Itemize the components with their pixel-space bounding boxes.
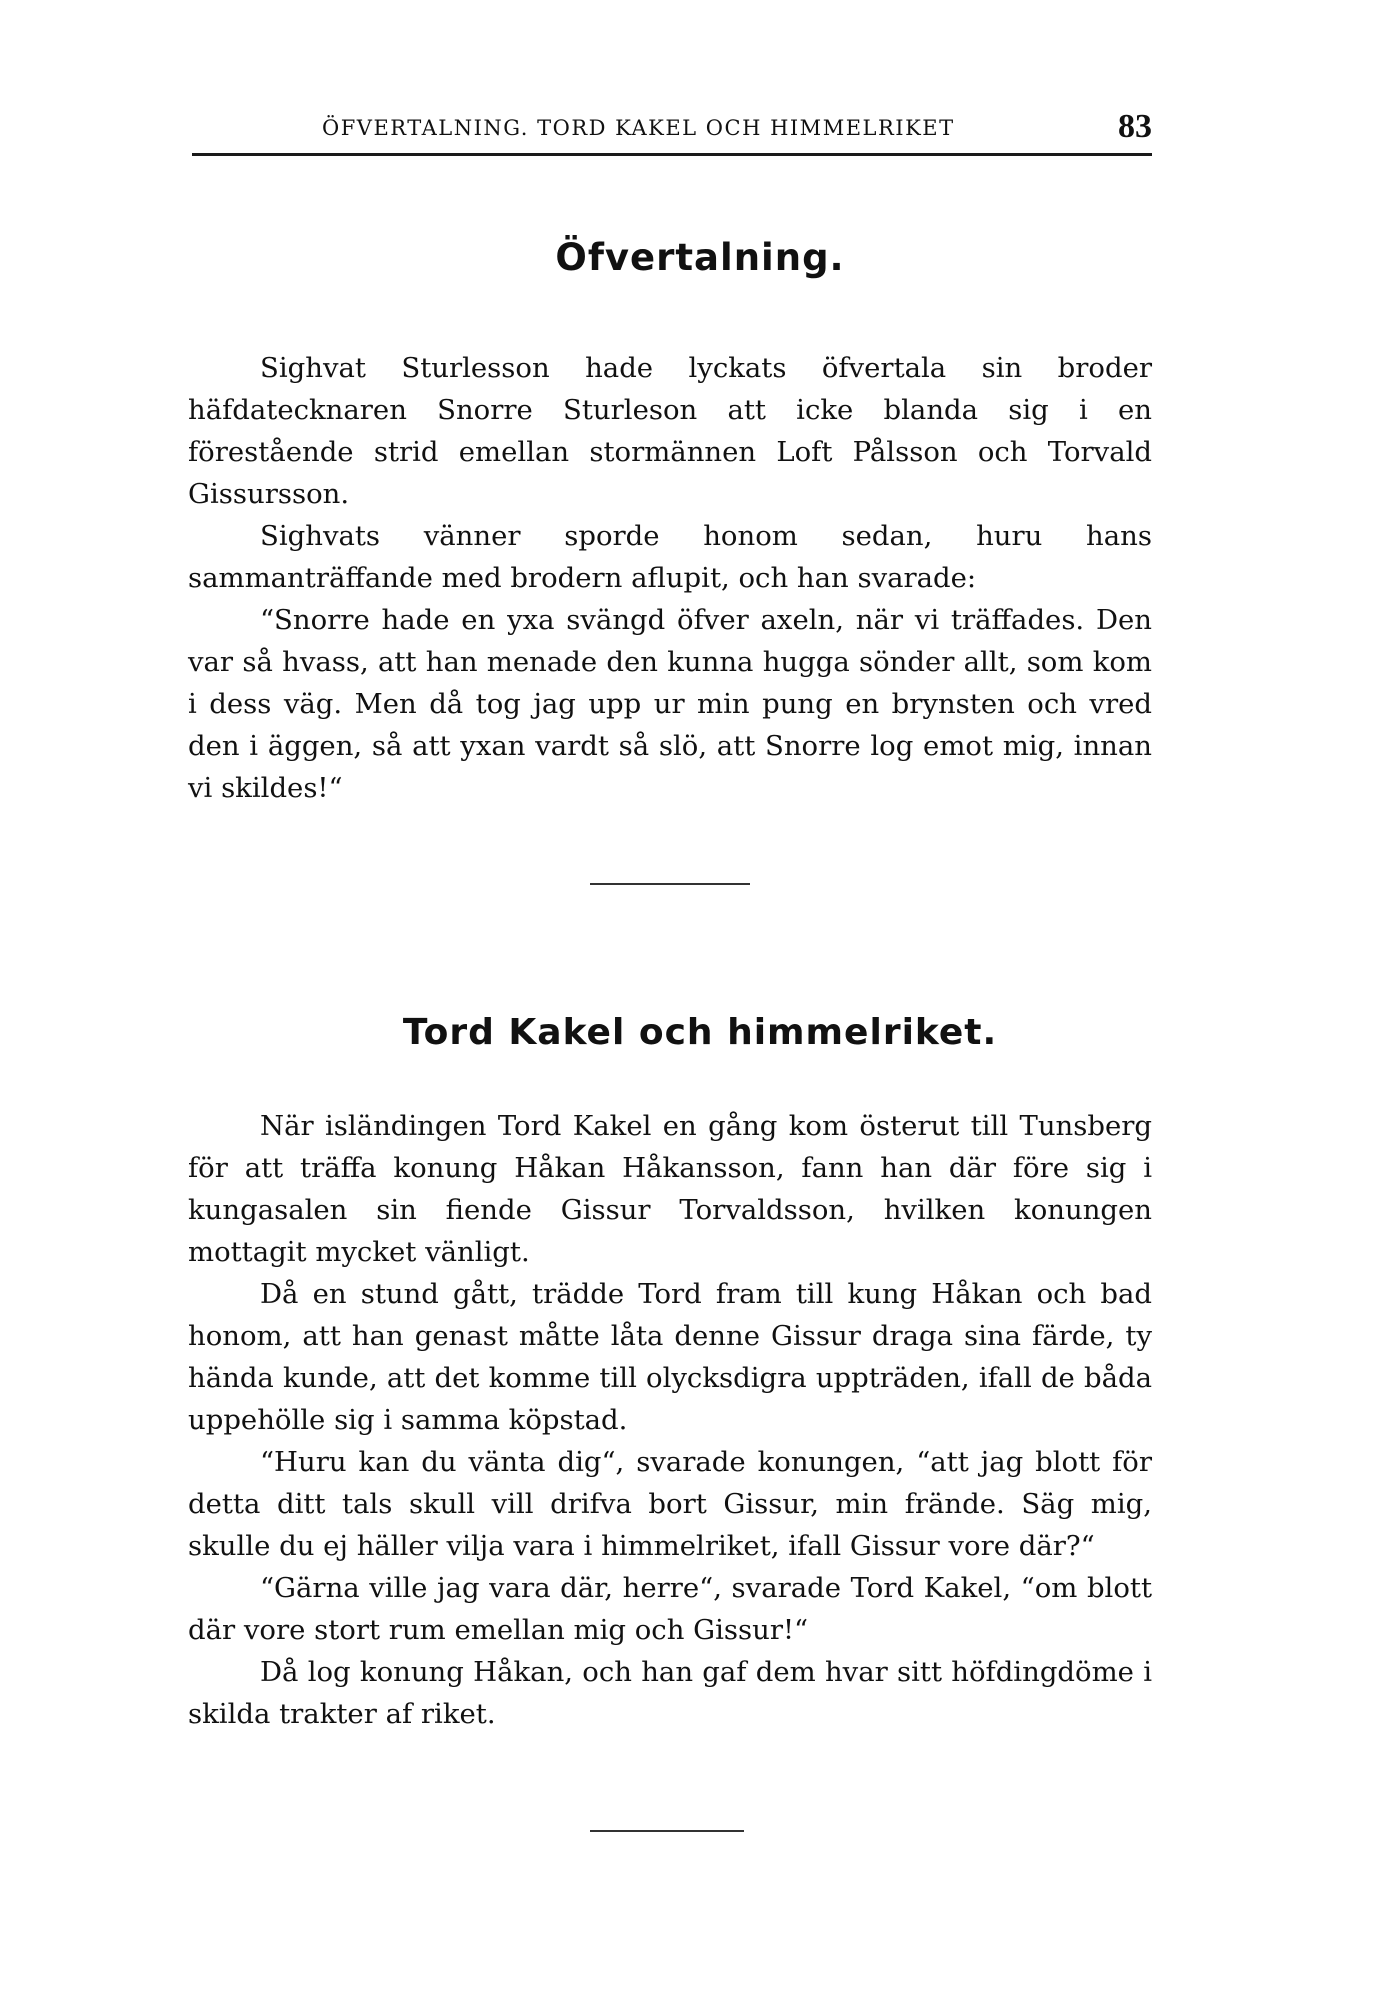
running-head-title: ÖFVERTALNING. TORD KAKEL OCH HIMMELRIKET [322,116,955,140]
paragraph: Sighvats vänner sporde honom sedan, huru hans sammanträffande med brodern aflupit, och han svarade: [188,520,1152,594]
section-heading-tord-kakel: Tord Kakel och himmelriket. [402,1012,998,1053]
section-separator [590,883,750,885]
paragraph: Då en stund gått, trädde Tord fram till kung Håkan och bad honom, att han genast måtte låta denne Gissur draga sina färde, ty hända kunde, att det komme till olycksdigra uppträden, ifall de båda uppehölle sig i samma köpstad. [188,1278,1152,1436]
header-rule [192,153,1152,156]
section-body-ofvertalning [188,347,1152,809]
running-head [192,108,1152,148]
section-separator [590,1830,744,1832]
page-number: 83 [1118,108,1152,145]
paragraph: “Snorre hade en yxa svängd öfver axeln, när vi träffades. Den var så hvass, att han menade den kunna hugga sönder allt, som kom i dess väg. Men då tog jag upp ur min pung en brynsten och vred den i äggen, så att yxan vardt så slö, att Snorre log emot mig, innan vi skildes!“ [188,604,1152,804]
section-body-tord-kakel [188,1105,1152,1735]
paragraph: “Gärna ville jag vara där, herre“, svarade Tord Kakel, “om blott där vore stort rum emellan mig och Gissur!“ [188,1572,1152,1646]
paragraph: När isländingen Tord Kakel en gång kom österut till Tunsberg för att träffa konung Håkan Håkansson, fann han där före sig i kungasalen sin fiende Gissur Torvaldsson, hvilken konungen mottagit mycket vänligt. [188,1110,1152,1268]
paragraph: “Huru kan du vänta dig“, svarade konungen, “att jag blott för detta ditt tals skull vill drifva bort Gissur, min frände. Säg mig, skulle du ej häller vilja vara i himmelriket, ifall Gissur vore där?“ [188,1446,1152,1562]
paragraph: Sighvat Sturlesson hade lyckats öfvertala sin broder häfdatecknaren Snorre Sturleson att icke blanda sig i en förestående strid emellan stormännen Loft Pålsson och Torvald Gissursson. [188,352,1152,510]
section-heading-ofvertalning: Öfvertalning. [555,236,845,279]
paragraph: Då log konung Håkan, och han gaf dem hvar sitt höfdingdöme i skilda trakter af riket. [188,1656,1152,1730]
